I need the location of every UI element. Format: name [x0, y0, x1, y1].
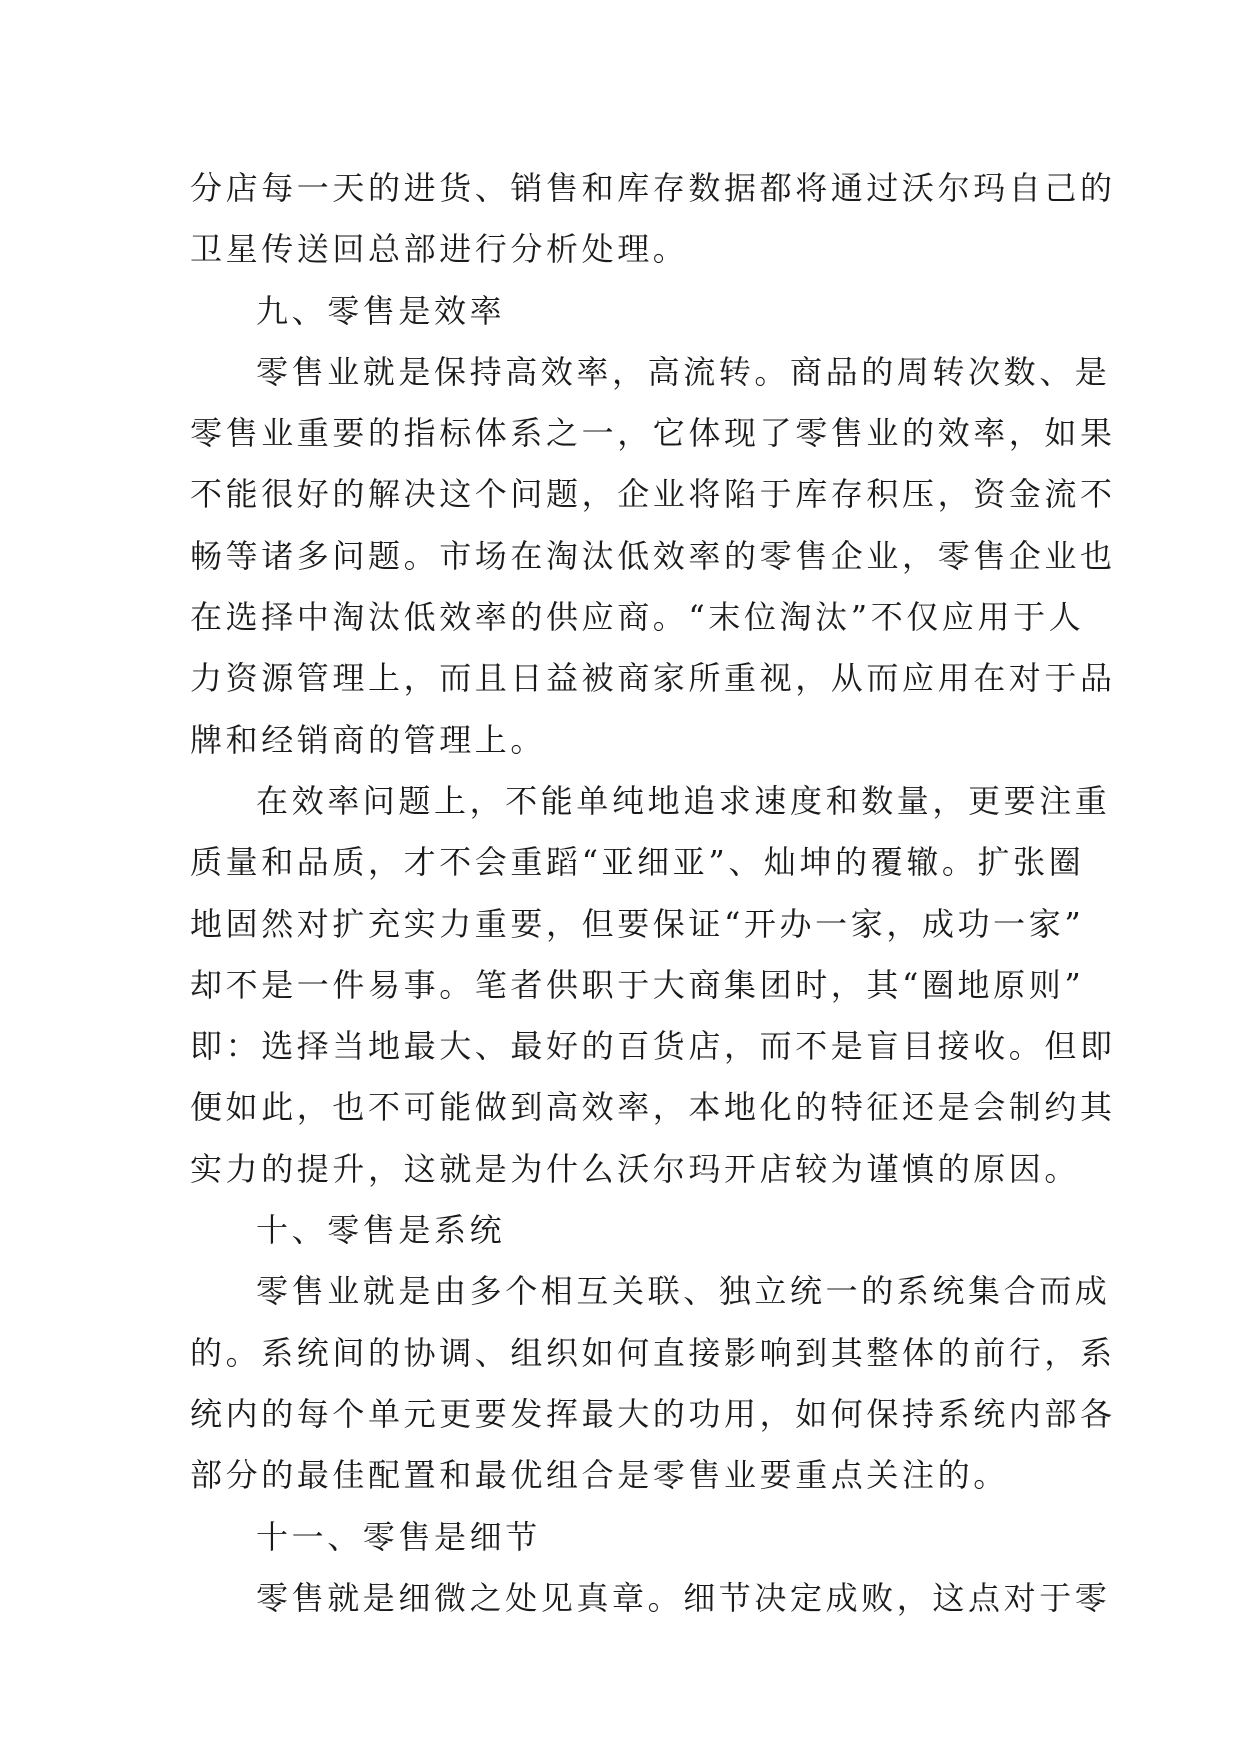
paragraph-line: 却不是一件易事。笔者供职于大商集团时，其“圈地原则”: [190, 965, 1085, 1004]
paragraph-line: 实力的提升，这就是为什么沃尔玛开店较为谨慎的原因。: [190, 1149, 1081, 1188]
paragraph-line: 便如此，也不可能做到高效率，本地化的特征还是会制约其: [190, 1088, 1116, 1127]
paragraph-line: 牌和经销商的管理上。: [190, 720, 547, 759]
paragraph-line: 零售就是细微之处见真章。细节决定成败，这点对于零: [256, 1578, 1111, 1617]
paragraph-line: 即：选择当地最大、最好的百货店，而不是盲目接收。但即: [190, 1027, 1116, 1066]
paragraph-line: 零售业就是由多个相互关联、独立统一的系统集合而成: [256, 1272, 1111, 1311]
paragraph-line: 零售业重要的指标体系之一，它体现了零售业的效率，如果: [190, 414, 1116, 453]
paragraph-line: 不能很好的解决这个问题，企业将陷于库存积压，资金流不: [190, 475, 1116, 514]
paragraph-line: 部分的最佳配置和最优组合是零售业要重点关注的。: [190, 1456, 1009, 1495]
paragraph-line: 卫星传送回总部进行分析处理。: [190, 230, 689, 269]
paragraph-line: 零售业就是保持高效率，高流转。商品的周转次数、是: [256, 352, 1111, 391]
section-heading-10: 十、零售是系统: [256, 1211, 506, 1250]
paragraph-line: 畅等诸多问题。市场在淘汰低效率的零售企业，零售企业也: [190, 536, 1116, 575]
paragraph-line: 的。系统间的协调、组织如何直接影响到其整体的前行，系: [190, 1333, 1116, 1372]
section-heading-11: 十一、零售是细节: [256, 1517, 541, 1556]
document-body: [190, 158, 1116, 1629]
paragraph-line: 质量和品质，才不会重蹈“亚细亚”、灿坤的覆辙。扩张圈: [190, 843, 1085, 882]
paragraph-line: 在选择中淘汰低效率的供应商。“末位淘汰”不仅应用于人: [190, 598, 1085, 637]
paragraph-line: 力资源管理上，而且日益被商家所重视，从而应用在对于品: [190, 659, 1116, 698]
paragraph-line: 分店每一天的进货、销售和库存数据都将通过沃尔玛自己的: [190, 169, 1116, 207]
section-heading-9: 九、零售是效率: [256, 291, 506, 330]
paragraph-line: 在效率问题上，不能单纯地追求速度和数量，更要注重: [256, 781, 1111, 820]
paragraph-line: 统内的每个单元更要发挥最大的功用，如何保持系统内部各: [190, 1394, 1116, 1433]
paragraph-line: 地固然对扩充实力重要，但要保证“开办一家，成功一家”: [190, 904, 1085, 943]
